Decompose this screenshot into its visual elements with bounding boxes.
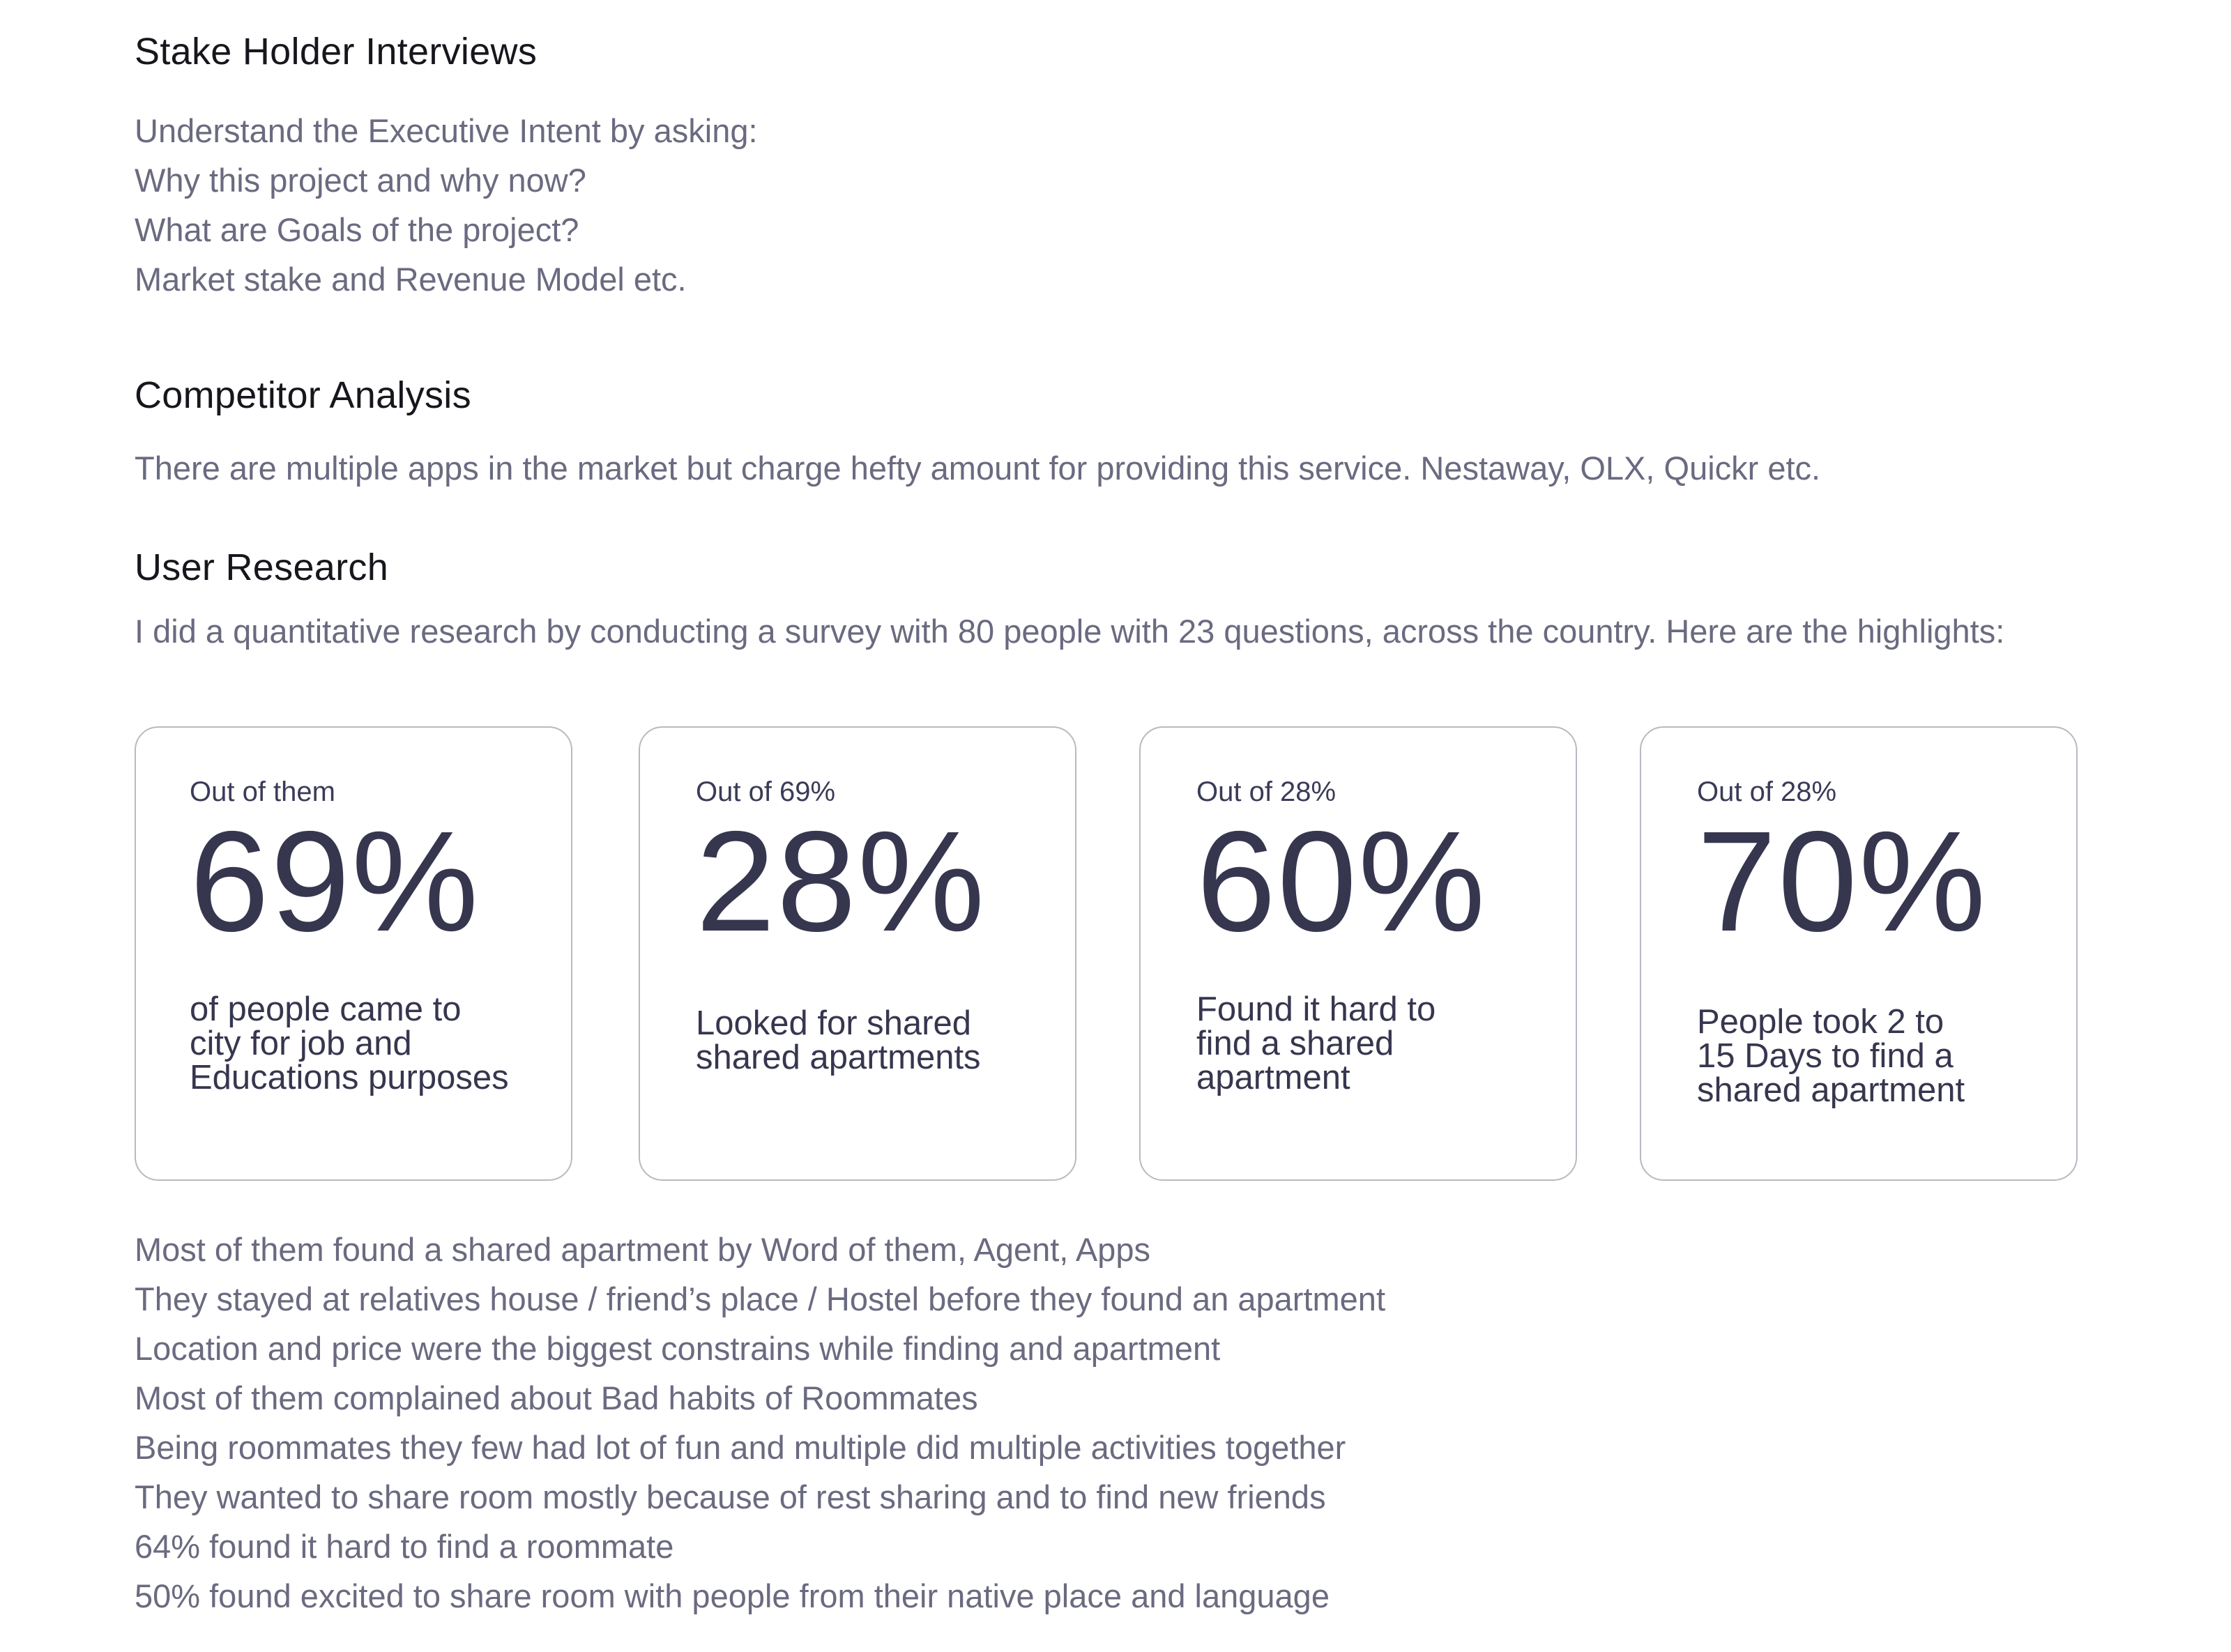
stakeholder-title: Stake Holder Interviews bbox=[135, 31, 538, 72]
stat-card-description: Found it hard to find a shared apartment bbox=[1196, 991, 1436, 1096]
stat-card bbox=[1640, 726, 2078, 1181]
stat-card-caption: Out of 28% bbox=[1697, 777, 1837, 807]
findings-list bbox=[135, 1225, 1385, 1621]
stat-card-value: 60% bbox=[1196, 802, 1487, 961]
stat-card-value: 69% bbox=[190, 802, 480, 961]
stat-card-description: People took 2 to 15 Days to find a shared apartment bbox=[1697, 1003, 1965, 1109]
finding-item: Most of them complained about Bad habits of Roommates bbox=[135, 1379, 978, 1416]
stat-card-description: Looked for shared shared apartments bbox=[696, 1004, 981, 1076]
competitor-title: Competitor Analysis bbox=[135, 374, 471, 416]
stat-card-value: 28% bbox=[696, 802, 987, 961]
stat-card bbox=[135, 726, 572, 1181]
stat-card-caption: Out of 69% bbox=[696, 777, 836, 807]
finding-item: 64% found it hard to find a roommate bbox=[135, 1528, 674, 1565]
stakeholder-line: Market stake and Revenue Model etc. bbox=[135, 261, 687, 298]
stakeholder-line: Why this project and why now? bbox=[135, 162, 586, 199]
stakeholder-line: Understand the Executive Intent by asking: bbox=[135, 112, 758, 149]
finding-item: 50% found excited to share room with people from their native place and language bbox=[135, 1577, 1330, 1614]
stakeholder-list bbox=[135, 106, 758, 304]
finding-item: They wanted to share room mostly because of rest sharing and to find new friends bbox=[135, 1478, 1326, 1515]
finding-item: Location and price were the biggest constrains while finding and apartment bbox=[135, 1330, 1221, 1367]
finding-item: They stayed at relatives house / friend’s place / Hostel before they found an apartment bbox=[135, 1280, 1386, 1317]
stat-card-value: 70% bbox=[1697, 802, 1988, 961]
competitor-text: There are multiple apps in the market but charge hefty amount for providing this service. Nestaway, OLX, Quickr etc. bbox=[135, 450, 1821, 487]
user-research-text: I did a quantitative research by conducting a survey with 80 people with 23 questions, across the country. Here are the highlights: bbox=[135, 613, 2005, 650]
stat-cards bbox=[135, 726, 2087, 1183]
stat-card-caption: Out of 28% bbox=[1196, 777, 1337, 807]
finding-item: Most of them found a shared apartment by Word of them, Agent, Apps bbox=[135, 1231, 1150, 1268]
stat-card bbox=[1139, 726, 1577, 1181]
stat-card-caption: Out of them bbox=[190, 777, 335, 807]
user-research-title: User Research bbox=[135, 546, 389, 588]
finding-item: Being roommates they few had lot of fun and multiple did multiple activities together bbox=[135, 1429, 1346, 1466]
stat-card-description: of people came to city for job and Educations purposes bbox=[190, 991, 509, 1096]
stat-card bbox=[639, 726, 1076, 1181]
stakeholder-line: What are Goals of the project? bbox=[135, 211, 579, 248]
